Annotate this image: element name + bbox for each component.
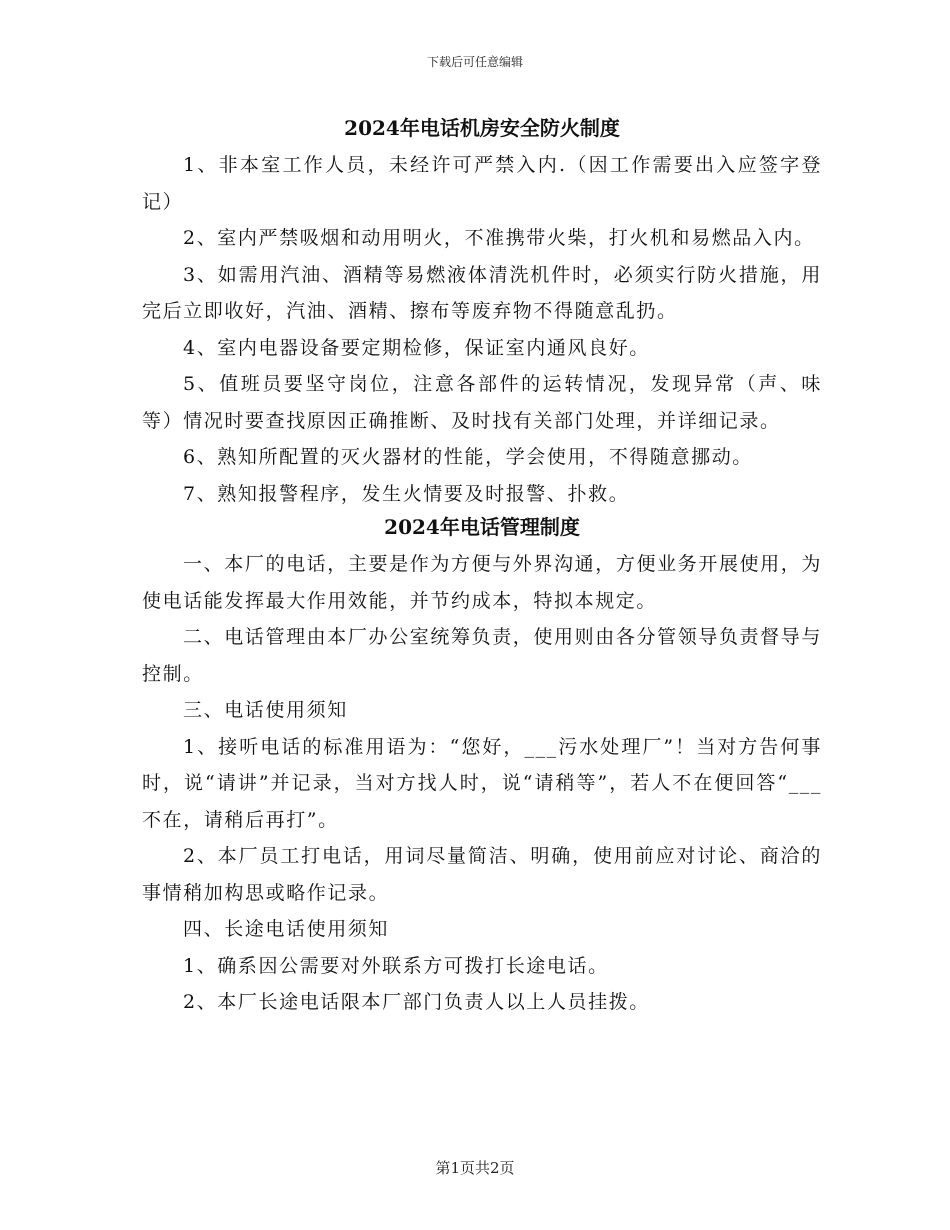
paragraph: 2、本厂员工打电话，用词尽量简洁、明确，使用前应对讨论、商洽的事情稍加构思或略作记录。 — [142, 845, 822, 904]
paragraph: 三、电话使用须知 — [183, 699, 348, 721]
paragraph: 一、本厂的电话，主要是作为方便与外界沟通，方便业务开展使用，为使电话能发挥最大作用效能，并节约成本，特拟本规定。 — [142, 553, 822, 612]
paragraph: 4、室内电器设备要定期检修，保证室内通风良好。 — [183, 336, 650, 359]
paragraph: 二、电话管理由本厂办公室统筹负责，使用则由各分管领导负责督导与控制。 — [142, 626, 822, 685]
paragraph: 1、确系因公需要对外联系方可拨打长途电话。 — [183, 954, 609, 977]
paragraph: 2、室内严禁吸烟和动用明火，不准携带火柴，打火机和易燃品入内。 — [183, 227, 815, 249]
page-footer: 第1页共2页 — [435, 1159, 515, 1177]
paragraph: 1、接听电话的标准用语为：“您好，___污水处理厂”！当对方告何事时，说“请讲”并记录，当对方找人时，说“请稍等”，若人不在便回答“___不在，请稍后再打”。 — [142, 735, 822, 831]
header-note: 下载后可任意编辑 — [426, 55, 523, 69]
document-body — [142, 113, 822, 1021]
section-title-phone-management: 2024年电话管理制度 — [384, 515, 580, 539]
section-title-fire-safety: 2024年电话机房安全防火制度 — [344, 116, 620, 140]
paragraph: 3、如需用汽油、酒精等易燃液体清洗机件时，必须实行防火措施，用完后立即收好，汽油、酒精、擦布等废弃物不得随意乱扔。 — [142, 263, 822, 322]
paragraph: 2、本厂长途电话限本厂部门负责人以上人员挂拨。 — [183, 991, 650, 1013]
paragraph: 四、长途电话使用须知 — [183, 918, 390, 940]
paragraph: 1、非本室工作人员，未经许可严禁入内.（因工作需要出入应签字登记） — [142, 154, 822, 213]
paragraph: 7、熟知报警程序，发生火情要及时报警、扑救。 — [183, 482, 630, 505]
paragraph: 5、值班员要坚守岗位，注意各部件的运转情况，发现异常（声、味等）情况时要查找原因正确推断、及时找有关部门处理，并详细记录。 — [142, 373, 822, 432]
paragraph: 6、熟知所配置的灭火器材的性能，学会使用，不得随意挪动。 — [183, 446, 753, 468]
